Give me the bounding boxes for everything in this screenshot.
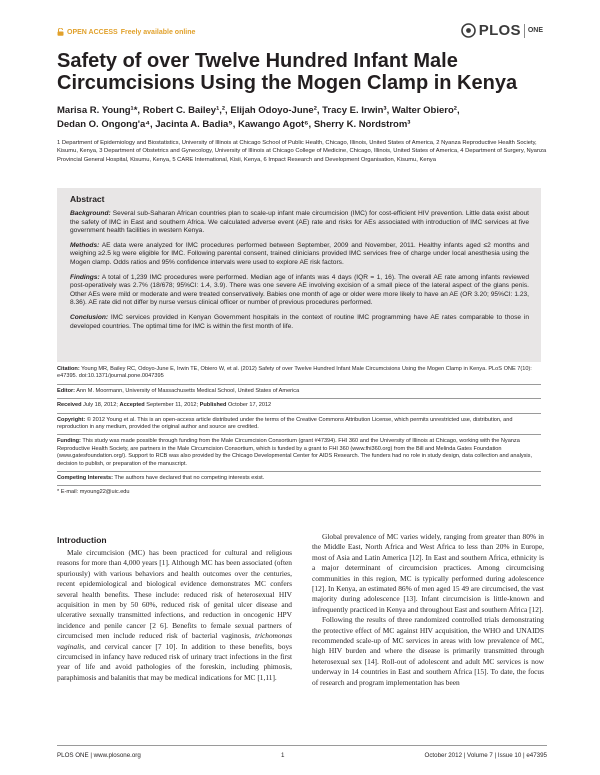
dates <box>57 402 541 409</box>
copyright-text: © 2012 Young et al. This is an open-access article distributed under the terms of the Creative Commons Attribution License, which permits unrestricted use, distribution, and reproduction in any medium, provided the original author and source are credited. <box>57 416 513 431</box>
divider <box>57 384 541 385</box>
intro-paragraph-1b: , and cervical cancer [7 10]. In addition to these benefits, boys circumcised in infancy have reduced risk of urinary tract infections in the first year of life and avoid pathologies of the foreskin, including phimosis, paraphimosis and balanitis that may be medical indications for MC [1,11]. <box>57 641 292 682</box>
conclusion-text: IMC services provided in Kenyan Government hospitals in the context of routine IMC programming have AE rates comparable to those in developed countries. The optimal time for IMC is within the first month of life. <box>70 313 529 330</box>
footer-divider <box>57 745 547 746</box>
author-list <box>57 104 547 131</box>
findings-label: Findings: <box>70 273 100 281</box>
abstract-heading: Abstract <box>70 194 105 204</box>
body-column-right <box>312 532 544 688</box>
citation-text: Young MR, Bailey RC, Odoyo-June E, Irwin TE, Obiero W, et al. (2012) Safety of over Twelve Hundred Infant Male Circumcisions Using the Mogen Clamp in Kenya. PLoS ONE 7(10): e47395. doi:10.1371/journal.pone.0047395 <box>57 366 532 380</box>
footer-journal-url[interactable]: PLOS ONE | www.plosone.org <box>57 752 141 759</box>
background-label: Background: <box>70 210 111 217</box>
abstract-background <box>70 210 529 236</box>
citation-label: Citation: <box>57 366 80 372</box>
divider <box>57 471 541 472</box>
published-date: October 17, 2012 <box>226 402 272 409</box>
species-name: trichomonas vaginalis <box>57 631 292 651</box>
competing-label: Competing Interests: <box>57 475 113 482</box>
journal-suffix: ONE <box>527 27 543 34</box>
received-date: July 18, 2012; <box>81 402 120 409</box>
abstract-methods <box>70 242 529 268</box>
body-column-left <box>57 548 292 683</box>
issue-info: October 2012 | Volume 7 | Issue 10 | e47395 <box>424 752 547 759</box>
accepted-date: September 11, 2012; <box>144 402 200 409</box>
competing-interests <box>57 475 541 482</box>
page-footer <box>57 752 547 759</box>
citation <box>57 366 541 381</box>
intro-paragraph-1a: Male circumcision (MC) has been practiced for cultural and religious reasons for more than 4,000 years [1]. Although MC has been associated (often spuriously) with various behaviors and health outcomes over the centuries, recent epidemiological and biological evidence demonstrates MC confers several health benefits. These include: reduced risk of heterosexual HIV acquisition in men by 50 60%, reduced risk of genital ulcer disease and ulcerative sexually transmitted infections, and reduction in oncogenic HPV incidence and penile cancer [2 6]. Benefits to female sexual partners of circumcised men include reduced risk of bacterial vaginosis, <box>57 548 292 641</box>
intro-paragraph-3: Following the results of three randomized controlled trials demonstrating the protective effect of MC against HIV acquisition, the WHO and UNAIDS recommended scale-up of MC services in areas with low prevalence of MC, high HIV burden and where the disease is primarily transmitted through heterosexual sex [14]. Roll-out of adolescent and adult MC services is now underway in 14 countries in East and southern Africa [15]. To date, the focus of research and program implementation has been <box>312 615 544 687</box>
authors-line-1: Marisa R. Young¹*, Robert C. Bailey¹,², Elijah Odoyo-June², Tracy E. Irwin³, Walter Obiero², <box>57 105 460 116</box>
background-text: Several sub-Saharan African countries plan to scale-up infant male circumcision (IMC) for cost-efficient HIV prevention. Little data exist about the safety of IMC in East and southern Africa. We calculated adverse event (AE) rate and risks for AEs associated with introduction of IMC services at five government health facilities in western Kenya. <box>70 210 529 235</box>
logo-divider <box>524 24 525 38</box>
divider <box>57 413 541 414</box>
abstract-box <box>57 188 541 362</box>
corresponding-email[interactable]: * E-mail: myoung22@uic.edu <box>57 489 130 496</box>
open-lock-icon <box>57 28 64 36</box>
received-label: Received <box>57 402 82 409</box>
freely-available-label: Freely available online <box>120 28 196 36</box>
open-access-label: OPEN ACCESS <box>67 28 118 36</box>
affiliations: 1 Department of Epidemiology and Biostatistics, University of Illinois at Chicago School of Public Health, Chicago, Illinois, United States of America, 2 Nyanza Reproductive Health Society, Kisumu, Kenya, 3 Department of Obstetrics and Gynecology, University of Illinois at Chicago College of Medicine, Chicago, Illinois, United States of America, 4 Department of Surgery, Nyanza Provincial General Hospital, Kisumu, Kenya, 5 CARE International, Kisii, Kenya, 6 Impact Research and Development Organisation, Kisumu, Kenya <box>57 140 547 163</box>
abstract-conclusion <box>70 314 529 331</box>
methods-label: Methods: <box>70 241 100 249</box>
findings-text: A total of 1,239 IMC procedures were performed. Median age of infants was 4 days (IQR = 1, 16). The overall AE rate among infants reviewed post-operatively was 2.7% (18/678; 95%CI: 1.4, 3.9). There was one severe AE involving excision of a small piece of the lateral aspect of the glans penis. Other AEs were mild or moderate and were treated conservatively. Babies one month of age or older were more likely to have an AE (OR 3.20; 95%CI: 1.23, 8.36). AE rate did not differ by nurse versus clinical officer or number of previous procedures performed. <box>70 273 529 307</box>
open-access-banner <box>57 28 195 36</box>
published-label: Published <box>199 402 227 409</box>
copyright-label: Copyright: <box>57 416 86 423</box>
editor-label: Editor: <box>57 387 76 394</box>
funding-text: This study was made possible through funding from the Male Circumcision Consortium (grant #47394). FHI 360 and the University of Illinois at Chicago, working with the Nyanza Reproductive Health Society, are partners in the Male Circumcision Consortium, which is funded by a grant to FHI 360 (www.fhi360.org) from the Bill and Melinda Gates Foundation (www.gatesfoundation.org/). Support to RCB was also provided by the Chicago Developmental Center for AIDS Research. The funders had no role in study design, data collection and analysis, decision to publish, or preparation of the manuscript. <box>57 438 533 467</box>
editor-text: Ann M. Moormann, University of Massachusetts Medical School, United States of America <box>75 387 300 394</box>
funding <box>57 438 541 468</box>
competing-text: The authors have declared that no competing interests exist. <box>112 475 265 482</box>
section-heading-introduction: Introduction <box>57 535 107 545</box>
page-number: 1 <box>280 752 285 759</box>
journal-logo <box>461 22 543 39</box>
funding-label: Funding: <box>57 438 81 445</box>
plos-logo-icon <box>461 23 476 38</box>
article-metadata <box>57 366 541 497</box>
editor <box>57 388 541 395</box>
intro-paragraph-2: Global prevalence of MC varies widely, ranging from greater than 80% in the Middle East, North Africa and West Africa to less than 20% in Europe, most of Asia and Latin America [12]. In East and southern Africa, ethnicity is a major determinant of circumcision practices. Among circumcising communities in this region, MC is typically performed during adolescence [12]. In Kenya, an estimated 86% of men aged 15 49 are circumcised, the vast majority during adolescence [13]. Infant circumcision is little-known and infrequently practiced in Kenya and throughout East and southern Africa [12]. <box>312 532 544 614</box>
divider <box>57 485 541 486</box>
divider <box>57 434 541 435</box>
article-title: Safety of over Twelve Hundred Infant Male Circumcisions Using the Mogen Clamp in Kenya <box>57 50 518 94</box>
methods-text: AE data were analyzed for IMC procedures performed between September, 2009 and November, 2011. Healthy infants aged ≤2 months and weighing ≥2.5 kg were eligible for IMC. Following parental consent, trained clinicians provided IMC services free of charge under local anesthesia using the Mogen clamp. Odds ratios and 95% confidence intervals were used to explore AE risk factors. <box>70 241 529 266</box>
accepted-label: Accepted <box>119 402 145 409</box>
conclusion-label: Conclusion: <box>70 313 109 321</box>
journal-brand: PLOS <box>478 22 521 39</box>
copyright <box>57 417 541 432</box>
divider <box>57 398 541 399</box>
authors-line-2: Dedan O. Ongong'a⁴, Jacinta A. Badia⁵, Kawango Agot⁶, Sherry K. Nordstrom³ <box>57 118 411 130</box>
abstract-findings <box>70 274 529 308</box>
